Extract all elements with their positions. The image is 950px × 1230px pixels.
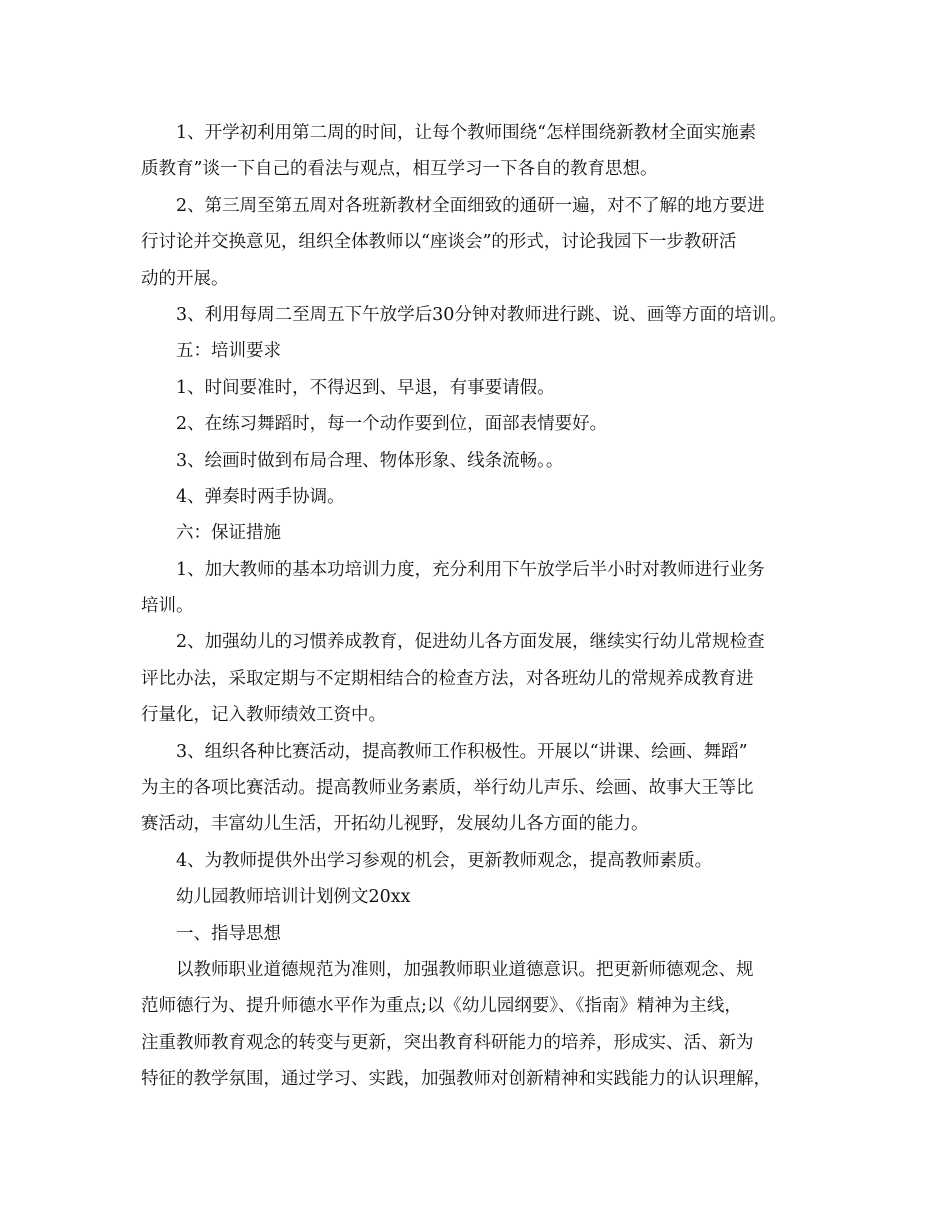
paragraph-line: 1、加大教师的基本功培训力度，充分利用下午放学后半小时对教师进行业务 bbox=[176, 559, 765, 580]
paragraph-line: 行讨论并交换意见，组织全体教师以“座谈会”的形式，讨论我园下一步教研活 bbox=[141, 232, 737, 253]
paragraph-line: 2、第三周至第五周对各班新教材全面细致的通研一遍，对不了解的地方要进 bbox=[176, 195, 765, 216]
paragraph-line: 为主的各项比赛活动。提高教师业务素质，举行幼儿声乐、绘画、故事大王等比 bbox=[141, 778, 754, 799]
paragraph-line: 培训。 bbox=[141, 596, 194, 617]
paragraph-line: 3、利用每周二至周五下午放学后30分钟对教师进行跳、说、画等方面的培训。 bbox=[176, 304, 787, 325]
paragraph-line: 注重教师教育观念的转变与更新，突出教育科研能力的培养，形成实、活、新为 bbox=[141, 1032, 754, 1053]
paragraph-line: 3、绘画时做到布局合理、物体形象、线条流畅。。 bbox=[176, 450, 564, 471]
paragraph-line: 1、时间要准时，不得迟到、早退，有事要请假。 bbox=[176, 377, 555, 398]
section-heading: 五：培训要求 bbox=[176, 341, 281, 362]
paragraph-line: 行量化，记入教师绩效工资中。 bbox=[141, 705, 386, 726]
paragraph-line: 以教师职业道德规范为准则，加强教师职业道德意识。把更新师德观念、规 bbox=[176, 959, 754, 980]
paragraph-line: 动的开展。 bbox=[141, 268, 229, 289]
paragraph-line: 2、在练习舞蹈时，每一个动作要到位，面部表情要好。 bbox=[176, 414, 608, 435]
paragraph-line: 4、为教师提供外出学习参观的机会，更新教师观念，提高教师素质。 bbox=[176, 850, 713, 871]
document-body bbox=[0, 115, 950, 1098]
document-title: 幼儿园教师培训计划例文20xx bbox=[176, 887, 411, 908]
section-heading: 六：保证措施 bbox=[176, 523, 281, 544]
paragraph-line: 范师德行为、提升师德水平作为重点;以《幼儿园纲要》、《指南》精神为主线， bbox=[141, 996, 742, 1017]
section-heading: 一、指导思想 bbox=[176, 923, 281, 944]
paragraph-line: 特征的教学氛围，通过学习、实践，加强教师对创新精神和实践能力的认识理解， bbox=[141, 1069, 771, 1090]
paragraph-line: 评比办法，采取定期与不定期相结合的检查方法，对各班幼儿的常规养成教育进 bbox=[141, 668, 754, 689]
paragraph-line: 3、组织各种比赛活动，提高教师工作积极性。开展以“讲课、绘画、舞蹈” bbox=[176, 741, 748, 762]
paragraph-line: 质教育”谈一下自己的看法与观点，相互学习一下各自的教育思想。 bbox=[141, 159, 658, 180]
paragraph-line: 2、加强幼儿的习惯养成教育，促进幼儿各方面发展，继续实行幼儿常规检查 bbox=[176, 632, 765, 653]
paragraph-line: 1、开学初利用第二周的时间，让每个教师围绕“怎样围绕新教材全面实施素 bbox=[176, 123, 757, 143]
paragraph-line: 4、弹奏时两手协调。 bbox=[176, 486, 345, 507]
paragraph-line: 赛活动，丰富幼儿生活，开拓幼儿视野，发展幼儿各方面的能力。 bbox=[141, 814, 649, 835]
